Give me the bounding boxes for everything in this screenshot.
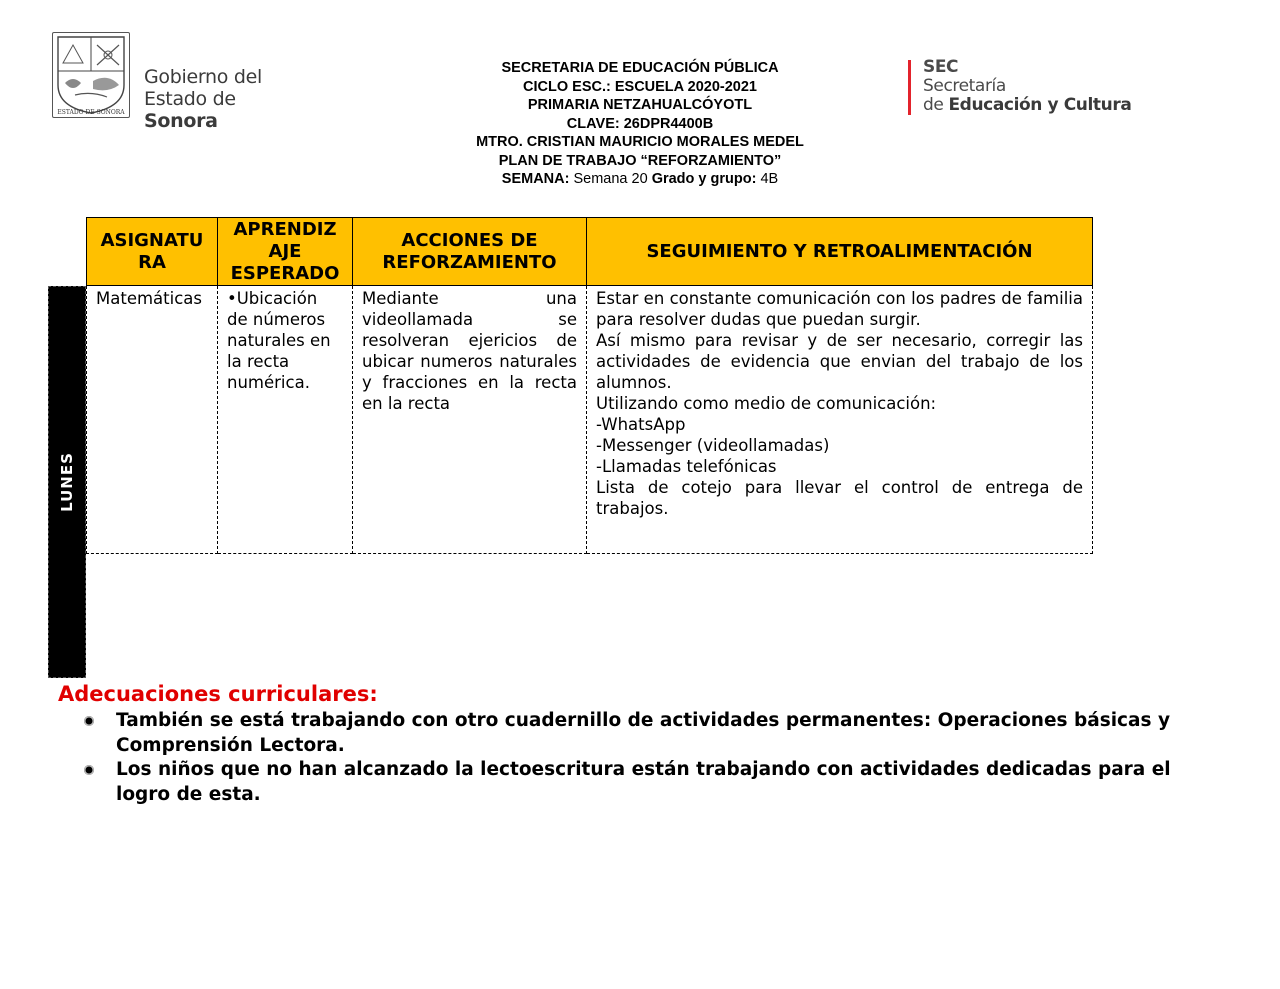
adecuacion-text: Los niños que no han alcanzado la lectoescritura están trabajando con actividades dedicadas para el logro de esta.	[116, 759, 1171, 805]
seguimiento-line: -Llamadas telefónicas	[596, 457, 777, 476]
seguimiento-line: -WhatsApp	[596, 415, 686, 434]
seguimiento-line: Estar en constante comunicación con los padres de familia para resolver dudas que puedan surgir.	[596, 289, 1083, 329]
seal-caption: ESTADO DE SONORA	[57, 109, 125, 116]
seguimiento-line: Lista de cotejo para llevar el control de entrega de trabajos.	[596, 478, 1083, 518]
header-maestro: MTRO. CRISTIAN MAURICIO MORALES MEDEL	[476, 134, 804, 150]
cell-seguimiento	[587, 286, 1093, 554]
gobierno-name-line1: Gobierno del	[144, 66, 262, 88]
seguimiento-line: Así mismo para revisar y de ser necesario, corregir las actividades de evidencia que envian del trabajo de los alumnos.	[596, 331, 1083, 392]
day-label: LUNES	[58, 452, 76, 512]
sec-logo	[908, 58, 1138, 118]
seguimiento-line: -Messenger (videollamadas)	[596, 436, 830, 455]
col-asignatura: ASIGNATU RA	[87, 218, 218, 286]
document-header	[390, 59, 890, 189]
gobierno-name-line2: Estado de Sonora	[144, 88, 236, 132]
seguimiento-line: Utilizando como medio de comunicación:	[596, 394, 937, 413]
sec-educacion: de Educación y Cultura	[923, 95, 1132, 115]
cell-aprendizaje: •Ubicación de números naturales en la recta numérica.	[218, 286, 353, 554]
col-aprendizaje: APRENDIZ AJE ESPERADO	[218, 218, 353, 286]
header-plan: PLAN DE TRABAJO “REFORZAMIENTO”	[498, 152, 782, 169]
col-acciones: ACCIONES DE REFORZAMIENTO	[353, 218, 587, 286]
bullet-icon	[84, 716, 94, 726]
list-item	[84, 709, 1214, 758]
semana-label: SEMANA:	[501, 171, 570, 187]
table-row	[87, 286, 1093, 554]
day-column	[48, 286, 86, 678]
sec-abbr: SEC	[923, 57, 959, 77]
adecuacion-text: También se está trabajando con otro cuadernillo de actividades permanentes: Operaciones básicas y Comprensión Lectora.	[116, 710, 1171, 756]
semana-value: Semana 20	[573, 171, 648, 187]
grado-value: 4B	[760, 171, 779, 187]
sonora-seal-icon	[52, 32, 130, 118]
cell-asignatura: Matemáticas	[87, 286, 218, 554]
sec-secretaria: Secretaría	[923, 76, 1006, 96]
adecuaciones-list	[84, 709, 1214, 807]
sec-logo-bar	[908, 60, 911, 115]
table-header-row	[87, 218, 1093, 286]
cell-acciones: Mediante una videollamada se resolveran ejericios de ubicar numeros naturales y fracciones en la recta en la recta	[353, 286, 587, 554]
header-semana	[390, 170, 890, 189]
header-ciclo: CICLO ESC.: ESCUELA 2020-2021	[523, 78, 757, 95]
header-secretaria: SECRETARIA DE EDUCACIÓN PÚBLICA	[501, 60, 779, 76]
gobierno-name	[144, 66, 302, 132]
adecuaciones-title: Adecuaciones curriculares:	[58, 682, 378, 706]
col-seguimiento: SEGUIMIENTO Y RETROALIMENTACIÓN	[587, 218, 1093, 286]
plan-table	[86, 217, 1093, 554]
sec-logo-text	[923, 58, 1131, 115]
header-clave: CLAVE: 26DPR4400B	[566, 115, 714, 132]
gobierno-sonora-logo	[52, 32, 302, 132]
list-item	[84, 758, 1214, 807]
header-primaria: PRIMARIA NETZAHUALCÓYOTL	[527, 97, 753, 113]
bullet-icon	[84, 765, 94, 775]
grado-label: Grado y grupo:	[651, 171, 757, 187]
